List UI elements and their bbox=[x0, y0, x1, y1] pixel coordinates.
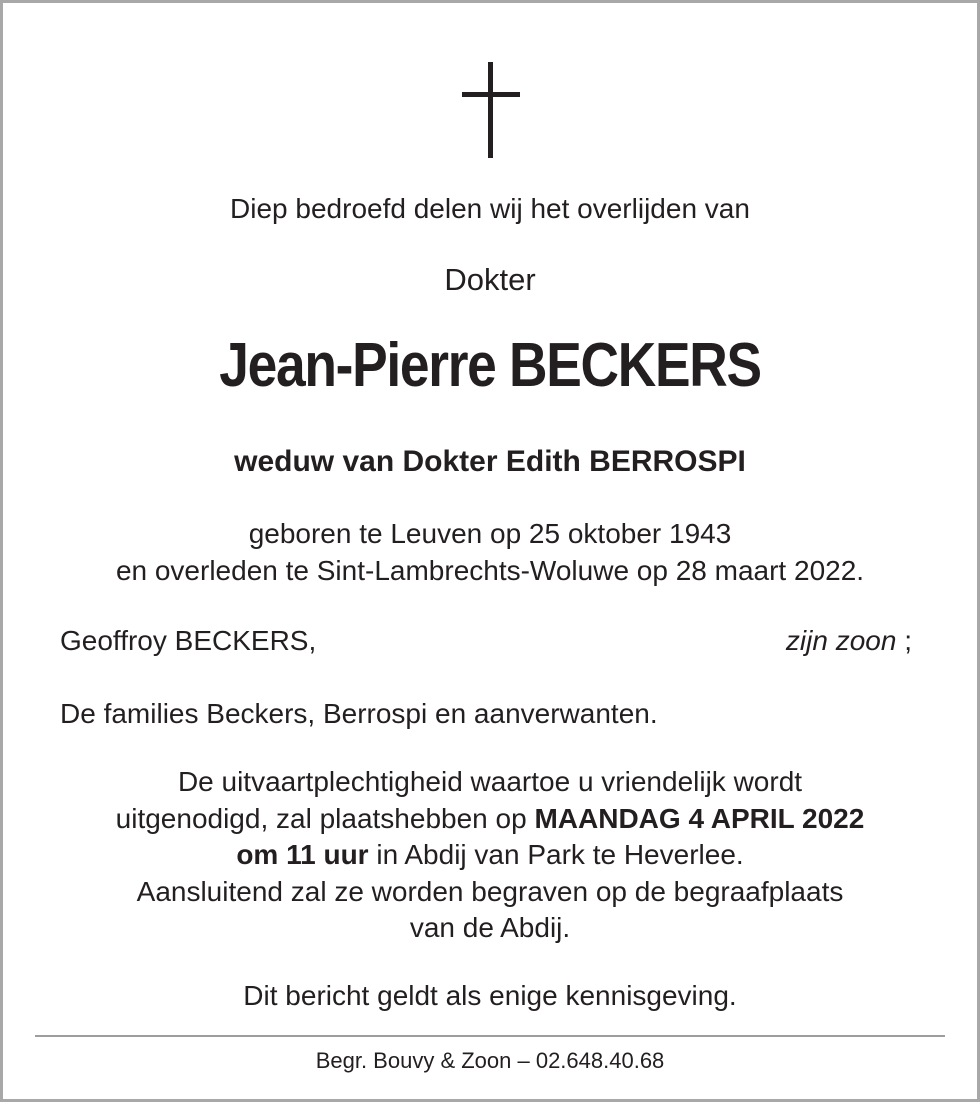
funeral-details bbox=[0, 764, 980, 947]
birth-info: geboren te Leuven op 25 oktober 1943 bbox=[248, 518, 732, 549]
funeral-line-4: Aansluitend zal ze worden begraven op de begraafplaats bbox=[136, 875, 844, 907]
cross-icon bbox=[462, 62, 520, 158]
son-relation: zijn zoon ; bbox=[785, 625, 912, 656]
funeral-line-3: om 11 uur in Abdij van Park te Heverlee. bbox=[236, 839, 744, 870]
son-row bbox=[60, 625, 912, 661]
families-text: De families Beckers, Berrospi en aanverwanten. bbox=[60, 698, 658, 729]
funeral-date: MAANDAG 4 APRIL 2022 bbox=[534, 802, 865, 834]
funeral-time: om 11 uur bbox=[236, 839, 369, 870]
widow-of: weduw van Dokter Edith BERROSPI bbox=[234, 445, 746, 478]
notice-text: Dit bericht geldt als enige kennisgeving. bbox=[243, 980, 737, 1011]
deceased-title: Dokter bbox=[444, 262, 536, 297]
funeral-line-2: uitgenodigd, zal plaatshebben op MAANDAG 4 APRIL 2022 bbox=[115, 802, 865, 834]
divider bbox=[35, 1035, 945, 1037]
intro-text: Diep bedroefd delen wij het overlijden van bbox=[230, 193, 750, 224]
son-name: Geoffroy BECKERS, bbox=[60, 625, 317, 656]
funeral-line-5: van de Abdij. bbox=[409, 912, 571, 943]
death-info: en overleden te Sint-Lambrechts-Woluwe op 28 maart 2022. bbox=[115, 555, 865, 586]
deceased-name: Jean-Pierre BECKERS bbox=[219, 331, 761, 400]
funeral-line-1: De uitvaartplechtigheid waartoe u vriendelijk wordt bbox=[177, 766, 803, 797]
undertaker-info: Begr. Bouvy & Zoon – 02.648.40.68 bbox=[315, 1048, 665, 1073]
